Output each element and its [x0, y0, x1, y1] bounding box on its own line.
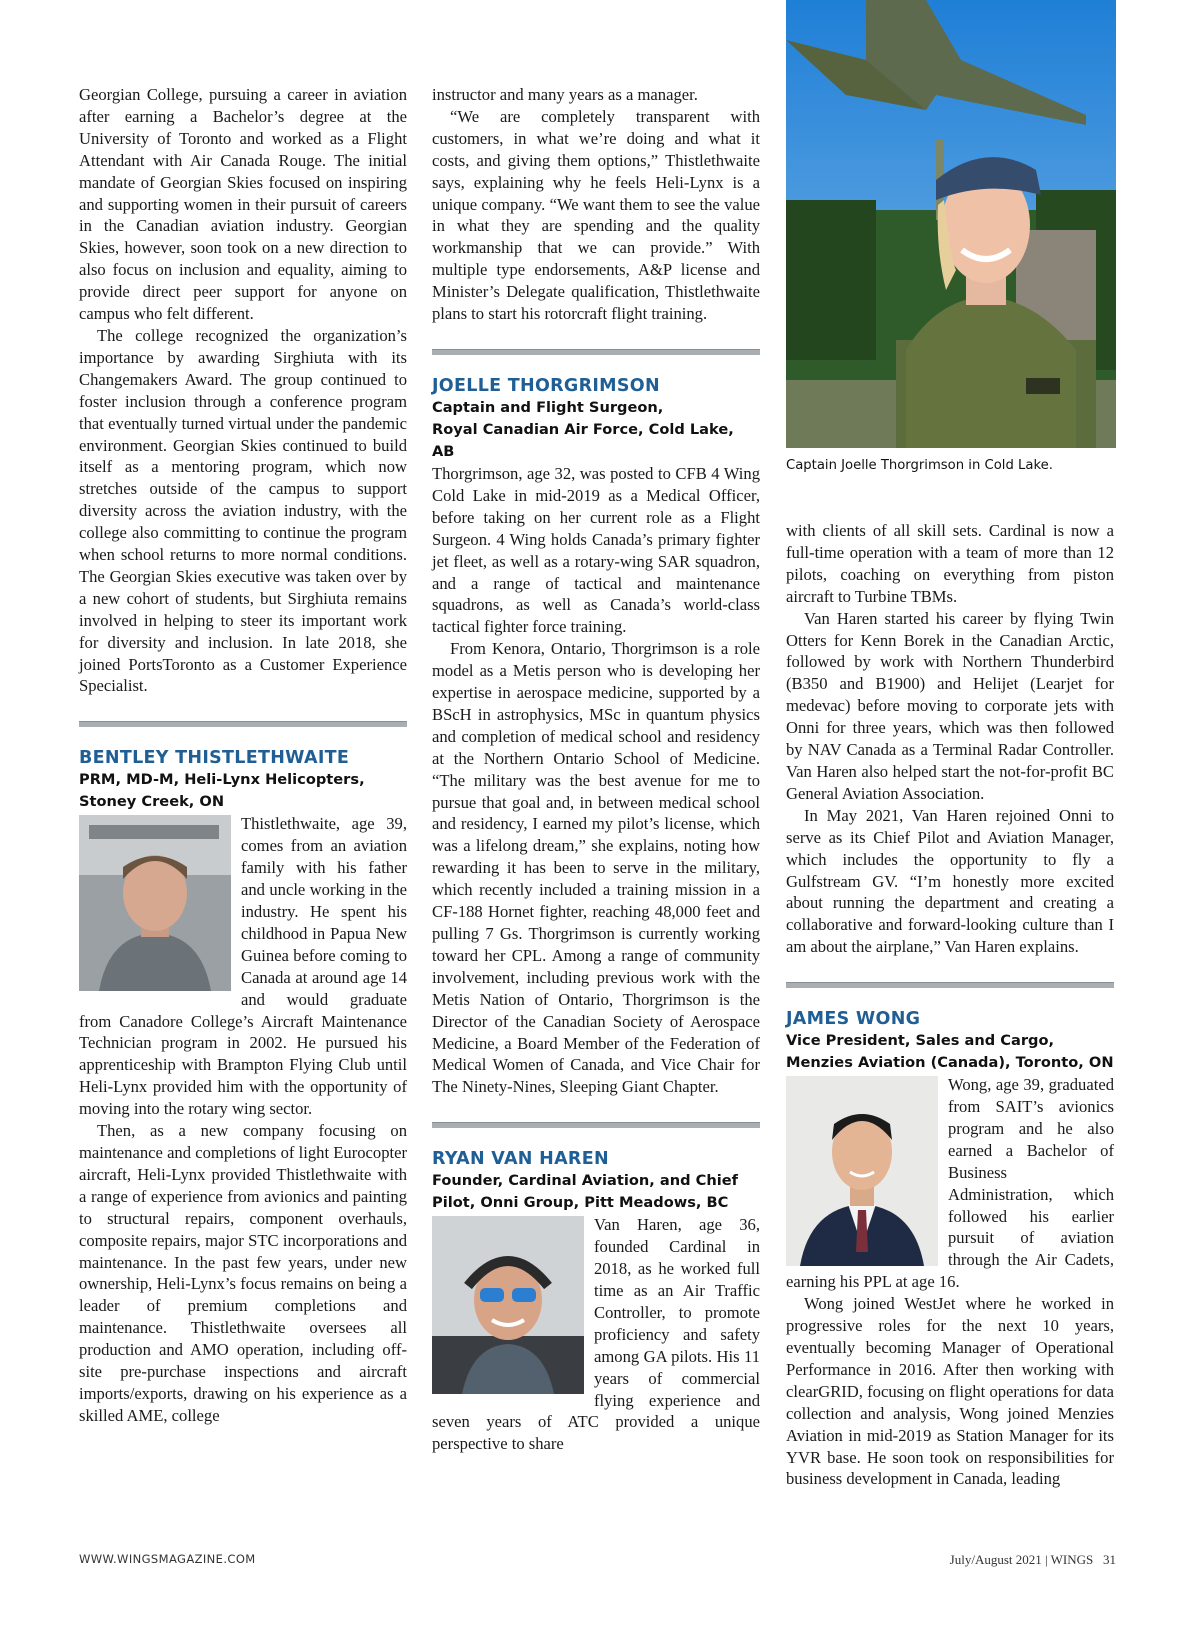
- ryan-title-line-2: Pilot, Onni Group, Pitt Meadows, BC: [432, 1194, 729, 1212]
- bentley-title-line-2: Stoney Creek, ON: [79, 793, 225, 811]
- bentley-paragraph-4: “We are completely transparent with customers, in what we’re doing and what it costs, and giving them options,” Thistlethwaite says, explaining why he feels Heli-Lynx is a unique company. “We want them to see the value in what they are spending and the quality workmanship that we can provide.” With multiple type endorsements, A&P license and Minister’s Delegate qualification, Thistlethwaite plans to start his rotorcraft flight training.: [432, 106, 760, 324]
- joelle-paragraph-2: From Kenora, Ontario, Thorgrimson is a role model as a Metis person who is developing her expertise in aerospace medicine, supported by a BScH in astrophysics, MSc in quantum physics and completion of medical school and residency at the Northern Ontario School of Medicine. “The military was the best avenue for me to pursue that goal and, in between medical school and residency, I earned my pilot’s license, which was a lifelong dream,” she explains, noting how rewarding it has been to serve in the military, which recently included a training mission in a CF-188 Hornet fighter, reaching 48,000 feet and pulling 7 Gs. Thorgrimson is currently working toward her CPL. Among a range of community involvement, including previous work with the Metis Nation of Ontario, Thorgrimson is the Director of the Canadian Society of Aerospace Medicine, a Board Member of the Federation of Medical Women of Canada, and Vice Chair for The Ninety-Nines, Sleeping Giant Chapter.: [432, 639, 760, 1097]
- bentley-name: BENTLEY THISTLETHWAITE: [79, 748, 350, 769]
- bentley-photo: [79, 815, 231, 991]
- joelle-photo-caption: Captain Joelle Thorgrimson in Cold Lake.: [786, 458, 1053, 473]
- bentley-paragraph-3: instructor and many years as a manager.: [432, 85, 698, 104]
- james-photo-illustration: [786, 1076, 938, 1266]
- column-1: [79, 84, 407, 1427]
- intro-paragraph-1: Georgian College, pursuing a career in aviation after earning a Bachelor’s degree at the University of Toronto and worked as a Flight Attendant with Air Canada Rouge. The initial mandate of Georgian Skies focused on inspiring and supporting women in their pursuit of careers in the Canadian aviation industry. Georgian Skies, however, soon took on a new direction to also focus on inclusion and equality, aiming to provide direct peer support for anyone on campus who felt different.: [79, 85, 407, 324]
- footer-website: WWW.WINGSMAGAZINE.COM: [79, 1552, 256, 1566]
- ryan-photo-illustration: [432, 1216, 584, 1394]
- james-photo: [786, 1076, 938, 1266]
- column-3: [786, 520, 1114, 1490]
- bentley-paragraph-1: Thistlethwaite, age 39, comes from an aviation family with his father and uncle working in the industry. He spent his childhood in Papua New Guinea before coming to Canada at around age 14 and would graduate from Canadore College’s Aircraft Maintenance Technician program in 2002. He pursued his apprenticeship with Brampton Flying Club until Heli-Lynx provided him with the opportunity of moving into the rotary wing sector.: [79, 814, 407, 1119]
- bentley-photo-illustration: [79, 815, 231, 991]
- james-profile: [786, 1008, 1114, 1490]
- joelle-title-line-1: Captain and Flight Surgeon,: [432, 398, 664, 416]
- james-paragraph-1: Wong, age 39, graduated from SAIT’s avionics program and he also earned a Bachelor of Business Administration, which followed his earlier pursuit of aviation through the Air Cadets, earning his PPL at age 16.: [786, 1075, 1114, 1292]
- ryan-paragraph-2: Van Haren started his career by flying Twin Otters for Kenn Borek in the Canadian Arctic, followed by work with Northern Thunderbird (B350 and B1900) and Helijet (Learjet for medevac) before moving to corporate jets with Onni for three years, which was then followed by NAV Canada as a Terminal Radar Controller. Van Haren also helped start the not-for-profit BC General Aviation Association.: [786, 608, 1114, 803]
- ryan-profile: [432, 1148, 760, 1455]
- footer-issue-page: July/August 2021 | WINGS 31: [949, 1552, 1116, 1567]
- joelle-photo: [786, 0, 1116, 448]
- bentley-title-line-1: PRM, MD-M, Heli-Lynx Helicopters,: [79, 771, 365, 789]
- james-name: JAMES WONG: [786, 1009, 921, 1030]
- joelle-photo-illustration: [786, 0, 1116, 448]
- joelle-profile: [432, 375, 760, 1098]
- james-paragraph-2: Wong joined WestJet where he worked in progressive roles for the next 10 years, eventually becoming Manager of Operational Performance in 2016. After then working with clearGRID, focusing on flight operations for data collection and analysis, Wong joined Menzies Aviation in mid-2019 as Station Manager for its YVR base. He soon took on responsibilities for business development in Canada, leading: [786, 1294, 1114, 1489]
- ryan-title-line-1: Founder, Cardinal Aviation, and Chief: [432, 1172, 738, 1190]
- intro-paragraph-2: The college recognized the organization’s importance by awarding Sirghiuta with its Changemakers Award. The group continued to foster inclusion through a conference program that eventually turned virtual under the pandemic environment. Georgian Skies continued to build itself as a mentoring program, which now stretches outside of the campus to support diversity across the aviation industry, with the college also committing to continue the program when school returns to more normal conditions. The Georgian Skies executive was taken over by a new cohort of students, but Sirghiuta remains involved in helping to steer its important work for diversity and inclusion. In late 2018, she joined PortsToronto as a Customer Experience Specialist.: [79, 325, 407, 696]
- section-divider: [432, 349, 760, 355]
- joelle-paragraph-1: Thorgrimson, age 32, was posted to CFB 4 Wing Cold Lake in mid-2019 as a Medical Officer, before taking on her current role as a Flight Surgeon. 4 Wing holds Canada’s primary fighter jet fleet, as well as a rotary-wing SAR squadron, and a range of tactical and maintenance squadrons, as well as Canada’s world-class tactical fighter force training.: [432, 463, 760, 637]
- james-title-line-2: Menzies Aviation (Canada), Toronto, ON: [786, 1054, 1114, 1072]
- joelle-title-line-2: Royal Canadian Air Force, Cold Lake, AB: [432, 420, 734, 460]
- ryan-paragraph-1: Van Haren, age 36, founded Cardinal in 2018, as he worked full time as an Air Traffic Controller, to promote proficiency and safety among GA pilots. His 11 years of commercial flying experience and seven years of ATC provided a unique perspective to share: [432, 1215, 760, 1454]
- ryan-paragraph-1-continued: with clients of all skill sets. Cardinal is now a full-time operation with a team of more than 12 pilots, coaching on everything from piston aircraft to Turbine TBMs.: [786, 521, 1114, 606]
- ryan-name: RYAN VAN HAREN: [432, 1149, 609, 1170]
- bentley-profile: [79, 747, 407, 1426]
- section-divider: [786, 982, 1114, 988]
- section-divider: [79, 721, 407, 727]
- column-2: [432, 84, 760, 1455]
- ryan-paragraph-3: In May 2021, Van Haren rejoined Onni to serve as its Chief Pilot and Aviation Manager, which includes the opportunity to fly a Gulfstream GV. “I’m honestly more excited about running the department and creating a collaborative and forward-looking culture than I am about the airplane,” Van Haren explains.: [786, 805, 1114, 957]
- james-title-line-1: Vice President, Sales and Cargo,: [786, 1032, 1055, 1050]
- ryan-photo: [432, 1216, 584, 1394]
- bentley-paragraph-2: Then, as a new company focusing on maintenance and completions of light Eurocopter aircraft, Heli-Lynx provided Thistlethwaite with a range of experience from avionics and painting to structural repairs, component overhauls, composite repairs, major STC incorporations and maintenance. In the past few years, under new ownership, Heli-Lynx’s focus remains on being a leader of premium completions and maintenance. Thistlethwaite oversees all production and AMO operation, including off-site pre-purchase inspections and aircraft imports/exports, drawing on his experience as a skilled AME, college: [79, 1121, 407, 1425]
- joelle-name: JOELLE THORGRIMSON: [432, 375, 660, 396]
- section-divider: [432, 1122, 760, 1128]
